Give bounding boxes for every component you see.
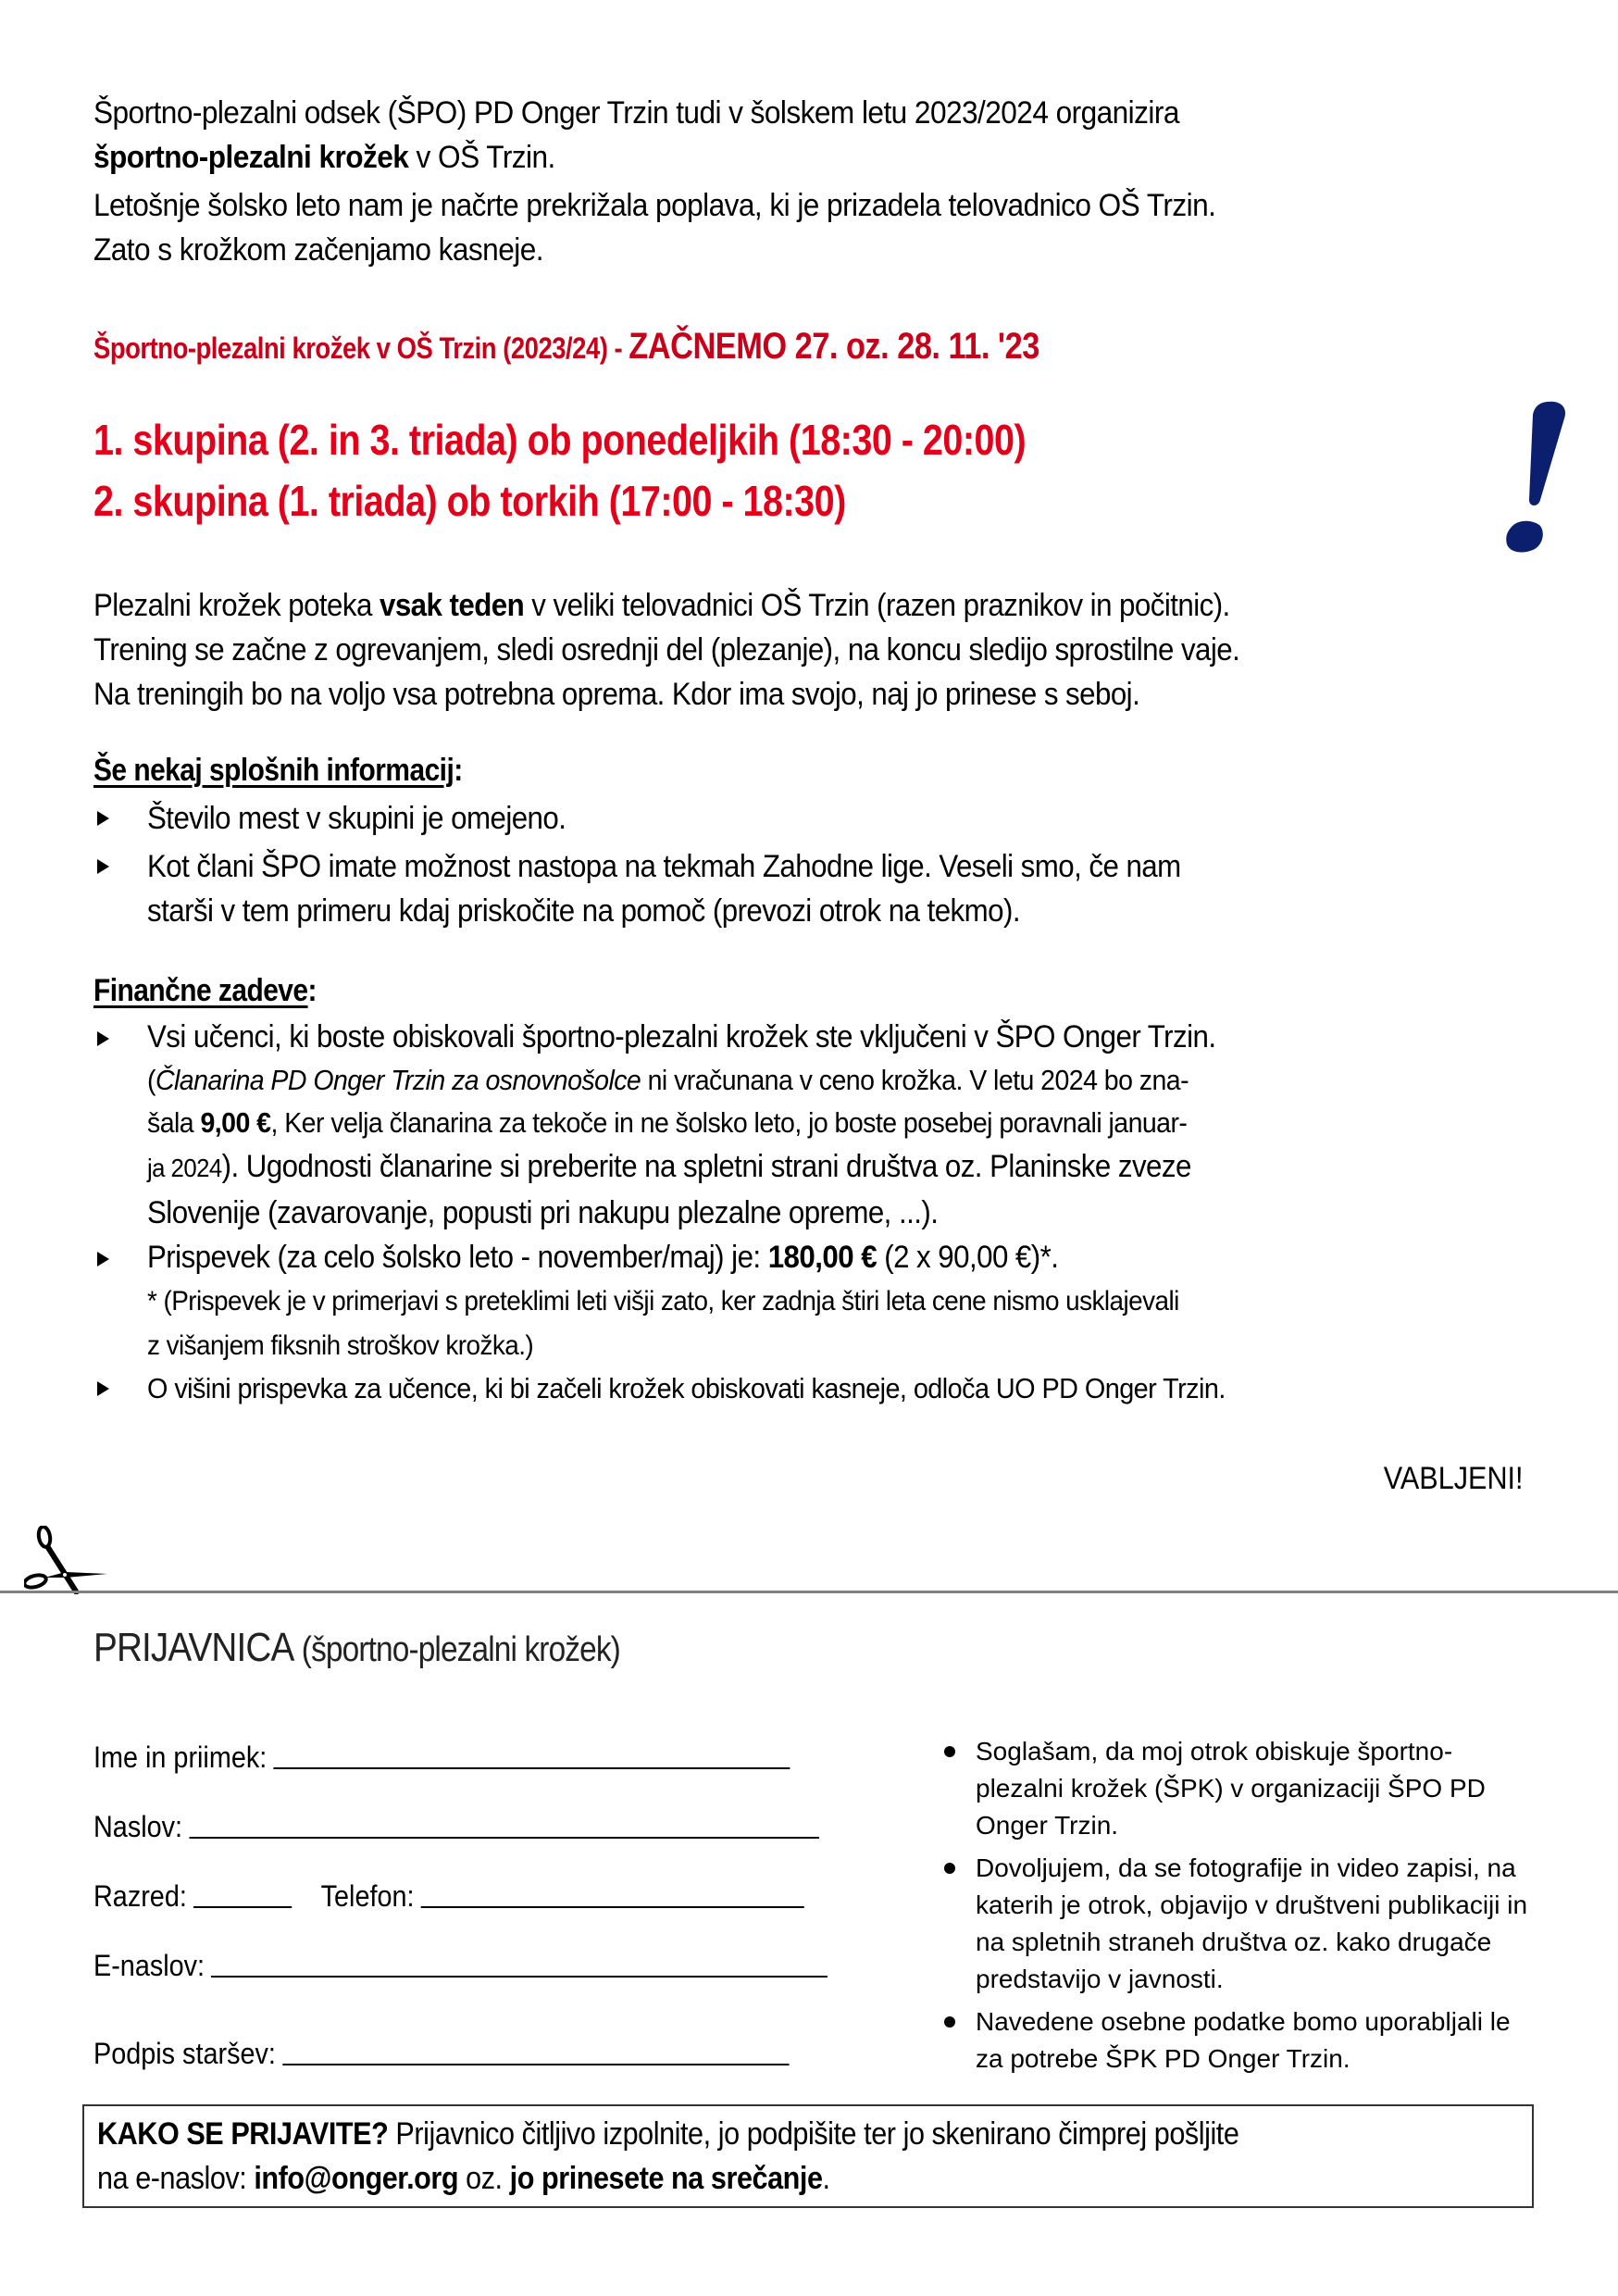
how-to-text: na e-naslov: (97, 2161, 255, 2196)
start-announcement-line (93, 324, 1039, 370)
flood-notice (93, 183, 1301, 272)
group-2-schedule: 2. skupina (1. triada) ob torkih (17:00 - 18:30) (93, 477, 846, 525)
list-item-text: O višini prispevka za učence, ki bi začeli krožek obiskovati kasneje, odloča UO PD Onger Trzin. (147, 1372, 1226, 1404)
general-info-list (93, 796, 1271, 933)
description-paragraph (93, 583, 1339, 717)
consent-text: Navedene osebne podatke bomo uporabljali le za potrebe ŠPK PD Onger Trzin. (976, 2007, 1511, 2073)
group-1-schedule: 1. skupina (2. in 3. triada) ob ponedeljkih (18:30 - 20:00) (93, 416, 1027, 464)
cut-line (0, 1591, 1618, 1593)
how-to-text: oz. (458, 2161, 510, 2196)
intro-paragraph (93, 91, 1261, 180)
start-date: ZAČNEMO 27. oz. 28. 11. '23 (629, 326, 1039, 367)
email-label: E-naslov: (93, 1949, 205, 1982)
text-span: ni vračunana v ceno krožka. V letu 2024 bo zna- (641, 1064, 1189, 1096)
finance-heading-text: Finančne zadeve (93, 973, 308, 1008)
how-to-line-2 (97, 2156, 1376, 2201)
phone-input-line[interactable] (421, 1905, 804, 1908)
text-span: Prispevek (za celo šolsko leto - november/maj) je: (147, 1240, 768, 1275)
groups-schedule (93, 409, 1177, 531)
how-to-line-1 (97, 2112, 1376, 2156)
triangle-bullet-icon (97, 1031, 109, 1046)
general-info-heading-text: Še nekaj splošnih informacij (93, 753, 454, 788)
class-label: Razred: (93, 1879, 187, 1913)
text-span: , Ker velja članarina za tekoče in ne šolsko leto, jo boste posebej poravnali januar- (270, 1106, 1188, 1139)
triangle-bullet-icon (97, 1252, 109, 1267)
scissors-icon (24, 1526, 117, 1594)
signature-field[interactable] (93, 2037, 789, 2071)
footnote-text: * (Prispevek je v primerjavi s preteklimi leti višji zato, ker zadnja štiri leta cene nismo usklajevali (147, 1286, 1179, 1316)
how-to-apply-box (82, 2104, 1534, 2208)
list-item (93, 1015, 1309, 1235)
closing-invitation: VABLJENI! (1384, 1461, 1524, 1496)
email-field[interactable] (93, 1949, 828, 1983)
general-info-heading (93, 748, 513, 792)
phone-label: Telefon: (320, 1879, 415, 1913)
bullet-dot-icon (944, 1863, 955, 1874)
list-item-text: Število mest v skupini je omejeno. (147, 801, 566, 836)
class-phone-row (93, 1879, 804, 1914)
bullet-dot-icon (944, 1746, 955, 1757)
consent-list (939, 1733, 1531, 2083)
list-item-text: Vsi učenci, ki boste obiskovali športno-plezalni krožek ste vključeni v ŠPO Onger Trzin. (147, 1019, 1216, 1054)
consent-item (939, 1850, 1531, 1998)
name-field[interactable] (93, 1741, 790, 1775)
intro-line-2-rest: v OŠ Trzin. (408, 140, 555, 175)
intro-bold-activity: športno-plezalni krožek (93, 140, 409, 175)
list-item-text: starši v tem primeru kdaj priskočite na pomoč (prevozi otrok na tekmo). (147, 893, 1020, 929)
bring-to-meeting-bold: jo prinesete na srečanje (509, 2161, 823, 2196)
intro-line-2 (93, 135, 1179, 180)
flood-line-1: Letošnje šolsko leto nam je načrte prekrižala poplava, ki je prizadela telovadnico OŠ Trzin. (93, 188, 1216, 223)
class-input-line[interactable] (193, 1905, 292, 1908)
form-title-main: PRIJAVNICA (93, 1625, 294, 1670)
finance-list (93, 1015, 1309, 1409)
general-info-heading-line (93, 748, 463, 792)
list-item (93, 1235, 1309, 1368)
finance-heading (93, 968, 347, 1013)
signature-input-line[interactable] (282, 2063, 789, 2065)
announcement-prefix: Športno-plezalni krožek v OŠ Trzin (2023/24) - (93, 331, 629, 365)
triangle-bullet-icon (97, 1381, 109, 1396)
consent-text: Dovoljujem, da se fotografije in video zapisi, na katerih je otrok, objavijo v društveni publikaciji in na spletnih straneh društva oz. kako drugače predstavijo v javnosti. (976, 1853, 1528, 1993)
triangle-bullet-icon (97, 811, 109, 826)
address-input-line[interactable] (189, 1836, 818, 1839)
flood-line-2: Zato s krožkom začenjamo kasneje. (93, 232, 543, 268)
exclamation-icon (1496, 396, 1579, 563)
footnote-text: z višanjem fiksnih stroškov krožka.) (147, 1330, 534, 1361)
consent-item (939, 2003, 1531, 2078)
intro-line-1: Športno-plezalni odsek (ŠPO) PD Onger Trzin tudi v šolskem letu 2023/2024 organizira (93, 95, 1179, 131)
name-label: Ime in priimek: (93, 1741, 268, 1774)
text-span: ja 2024 (147, 1154, 222, 1182)
email-input-line[interactable] (211, 1975, 828, 1978)
triangle-bullet-icon (97, 859, 109, 874)
signature-label: Podpis staršev: (93, 2037, 276, 2070)
form-title (93, 1625, 620, 1671)
description-line-3: Na treningih bo na voljo vsa potrebna oprema. Kdor ima svojo, naj jo prinese s seboj. (93, 677, 1140, 712)
list-item (93, 796, 1271, 841)
heading-colon: : (454, 753, 463, 788)
list-item-text (147, 1235, 1215, 1279)
description-line-1 (93, 583, 1239, 628)
every-week-bold: vsak teden (379, 588, 525, 623)
consent-text: Soglašam, da moj otrok obiskuje športno-plezalni krožek (ŠPK) v organizaciji ŠPO PD Onger Trzin. (976, 1737, 1486, 1840)
consent-item (939, 1733, 1531, 1844)
list-item-text: Slovenije (zavarovanje, popusti pri nakupu plezalne opreme, ...). (147, 1195, 939, 1230)
contact-email-link[interactable]: info@onger.org (254, 2161, 459, 2196)
membership-fee: 9,00 € (200, 1106, 271, 1139)
list-item-text (147, 1144, 1215, 1191)
text-span: (2 x 90,00 €)*. (877, 1240, 1059, 1275)
name-input-line[interactable] (273, 1766, 790, 1769)
bullet-dot-icon (944, 2016, 955, 2028)
how-to-heading: KAKO SE PRIJAVITE? (97, 2116, 389, 2152)
text-span: ). Ugodnosti članarine si preberite na spletni strani društva oz. Planinske zveze (221, 1149, 1191, 1184)
heading-colon: : (307, 973, 317, 1008)
list-item (93, 1368, 1309, 1409)
list-item-text (147, 1059, 1215, 1102)
list-item-text (147, 1102, 1215, 1144)
description-line-2: Trening se začne z ogrevanjem, sledi osrednji del (plezanje), na koncu sledijo sprostilne vaje. (93, 632, 1240, 668)
how-to-text: Prijavnico čitljivo izpolnite, jo podpišite ter jo skenirano čimprej pošljite (388, 2116, 1239, 2152)
text-span: šala (147, 1106, 201, 1139)
description-text: v veliki telovadnici OŠ Trzin (razen praznikov in počitnic). (524, 588, 1230, 623)
address-field[interactable] (93, 1810, 819, 1844)
contribution-amount: 180,00 € (767, 1240, 877, 1275)
period: . (822, 2161, 830, 2196)
membership-italic: Članarina PD Onger Trzin za osnovnošolce (155, 1064, 641, 1096)
finance-heading-line (93, 968, 317, 1013)
list-item-text: Kot člani ŠPO imate možnost nastopa na tekmah Zahodne lige. Veseli smo, če nam (147, 849, 1181, 884)
start-announcement (93, 324, 1193, 370)
description-text: Plezalni krožek poteka (93, 588, 380, 623)
form-title-sub: (športno-plezalni krožek) (293, 1630, 620, 1669)
address-label: Naslov: (93, 1810, 183, 1843)
paren: ( (147, 1064, 156, 1096)
list-item (93, 844, 1271, 933)
